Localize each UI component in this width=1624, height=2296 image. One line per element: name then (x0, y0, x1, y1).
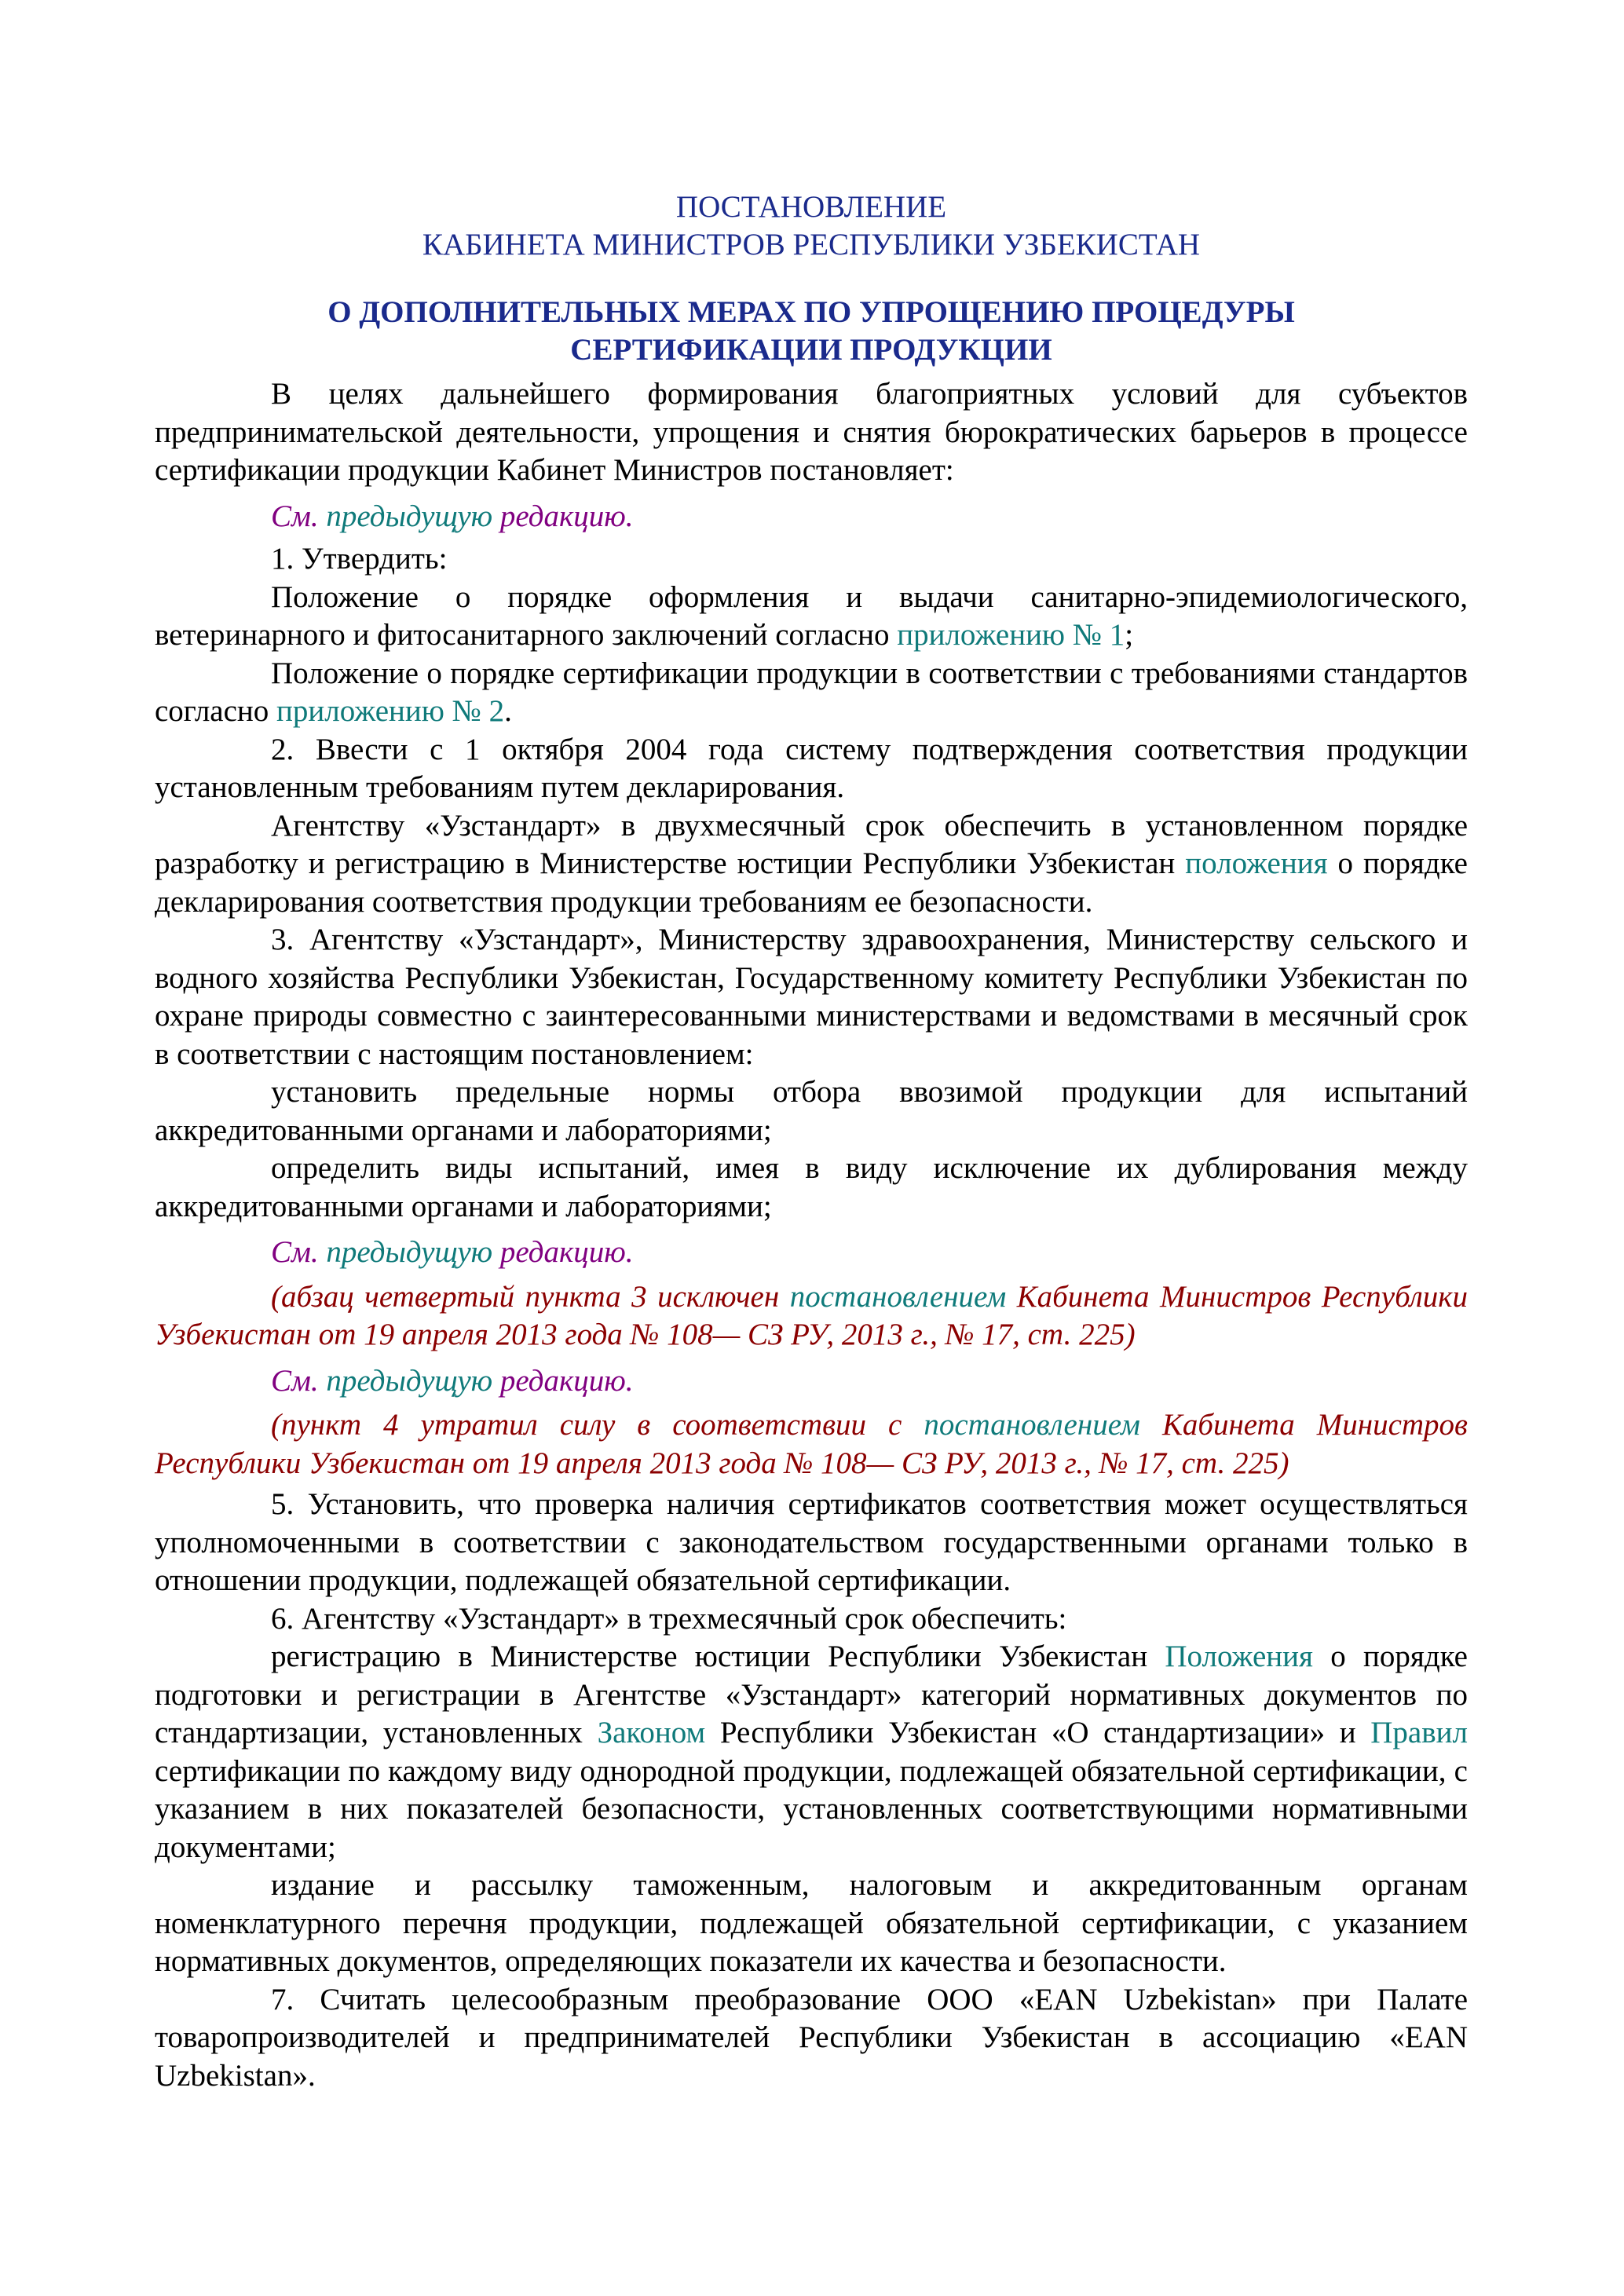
resolution-link[interactable]: постановлением (924, 1408, 1140, 1442)
clause-1-item-b-text: Положение о порядке сертификации продукции в соответствии с требованиями стандартов согласно (155, 656, 1468, 728)
amendment-note-2-text: (пункт 4 утратил силу в соответствии с (271, 1408, 924, 1442)
document-title-line-2: СЕРТИФИКАЦИИ ПРОДУКЦИИ (570, 333, 1052, 367)
clause-3-item-b: определить виды испытаний, имея в виду исключение их дублирования между аккредитованными органами и лабораториями; (155, 1151, 1468, 1223)
see-previous-edition-note (155, 498, 1468, 536)
clause-6-item-a-text: регистрацию в Министерстве юстиции Республики Узбекистан (271, 1640, 1165, 1673)
see-suffix: редакцию. (492, 1363, 634, 1398)
clause-6-item-a (155, 1638, 1468, 1866)
clause-1: 1. Утвердить: (271, 542, 448, 576)
clause-6-item-b: издание и рассылку таможенным, налоговым и аккредитованным органам номенклатурного перечня продукции, подлежащей обязательной сертификации, с указанием нормативных документов, определяющих показатели их качества и безопасности. (155, 1868, 1468, 1978)
see-prefix: См. (271, 1363, 327, 1398)
rules-link[interactable]: Правил (1370, 1716, 1468, 1749)
see-suffix: редакцию. (492, 1235, 634, 1269)
punctuation: . (504, 694, 512, 728)
issuer-heading: КАБИНЕТА МИНИСТРОВ РЕСПУБЛИКИ УЗБЕКИСТАН (422, 228, 1201, 261)
document-type-heading: ПОСТАНОВЛЕНИЕ (675, 190, 947, 224)
clause-6-item-a-text: сертификации по каждому виду однородной продукции, подлежащей обязательной сертификации, с указанием в них показателей безопасности, установленных соответствующими нормативными документами; (155, 1753, 1468, 1864)
see-previous-edition-note (155, 1234, 1468, 1272)
preamble-paragraph: В целях дальнейшего формирования благоприятных условий для субъектов предпринимательской деятельности, упрощения и снятия бюрократических барьеров в процессе сертификации продукции Кабинет Министров постановляет: (155, 377, 1468, 487)
clause-2-item-a-end: о порядке декларирования соответствия продукции требованиям ее безопасности. (155, 846, 1468, 919)
clause-1-item-a-text: Положение о порядке оформления и выдачи санитарно-эпидемиологического, ветеринарного и фитосанитарного заключений согласно (155, 579, 1468, 652)
clause-1-item-b (155, 655, 1468, 731)
clause-6-item-a-text: о порядке подготовки и регистрации в Агентстве «Узстандарт» категорий нормативных документов по стандартизации, установленных (155, 1640, 1468, 1749)
clause-1-item-a (155, 579, 1468, 655)
resolution-link[interactable]: постановлением (789, 1279, 1007, 1314)
amendment-note-2-end: Кабинета Министров Республики Узбекистан от 19 апреля 2013 года № 108— СЗ РУ, 2013 г., № 17, ст. 225) (155, 1408, 1468, 1480)
clause-7: 7. Считать целесообразным преобразование ООО «EAN Uzbekistan» при Палате товаропроизводителей и предпринимателей Республики Узбекистан в ассоциацию «EAN Uzbekistan». (155, 1982, 1468, 2093)
amendment-note-1-text: (абзац четвертый пункта 3 исключен (271, 1279, 790, 1314)
see-previous-edition-note (155, 1362, 1468, 1401)
punctuation: ; (1125, 618, 1134, 652)
document-page (155, 188, 1468, 2095)
clause-2-item-a (155, 807, 1468, 922)
amendment-note-1-end: Кабинета Министров Республики Узбекистан от 19 апреля 2013 года № 108— СЗ РУ, 2013 г., № 17, ст. 225) (155, 1279, 1468, 1351)
appendix-2-link[interactable]: приложению № 2 (276, 694, 505, 728)
clause-3: 3. Агентству «Узстандарт», Министерству здравоохранения, Министерству сельского и водного хозяйства Республики Узбекистан, Государственному комитету Республики Узбекистан по охране природы совместно с заинтересованными министерствами и ведомствами в месячный срок в соответствии с настоящим постановлением: (155, 923, 1468, 1071)
clause-2: 2. Ввести с 1 октября 2004 года систему подтверждения соответствия продукции установленным требованиям путем декларирования. (155, 732, 1468, 804)
clause-3-item-a: установить предельные нормы отбора ввозимой продукции для испытаний аккредитованными органами и лабораториями; (155, 1075, 1468, 1147)
clause-5: 5. Установить, что проверка наличия сертификатов соответствия может осуществляться уполномоченными в соответствии с законодательством государственными органами только в отношении продукции, подлежащей обязательной сертификации. (155, 1487, 1468, 1597)
appendix-1-link[interactable]: приложению № 1 (897, 618, 1125, 652)
clause-2-item-a-text: Агентству «Узстандарт» в двухмесячный срок обеспечить в установленном порядке разработку и регистрацию в Министерстве юстиции Республики Узбекистан (155, 808, 1468, 880)
clause-6-item-a-text: Республики Узбекистан «О стандартизации» и (705, 1716, 1371, 1749)
declaration-regulation-link[interactable]: положения (1185, 846, 1328, 880)
clause-6: 6. Агентству «Узстандарт» в трехмесячный срок обеспечить: (271, 1601, 1067, 1636)
previous-edition-link[interactable]: предыдущую (326, 499, 493, 533)
previous-edition-link[interactable]: предыдущую (326, 1363, 493, 1398)
amendment-note-1 (155, 1278, 1468, 1355)
previous-edition-link[interactable]: предыдущую (326, 1235, 493, 1269)
see-prefix: См. (271, 1235, 327, 1269)
document-title-line-1: О ДОПОЛНИТЕЛЬНЫХ МЕРАХ ПО УПРОЩЕНИЮ ПРОЦЕДУРЫ (327, 295, 1295, 329)
amendment-note-2 (155, 1406, 1468, 1483)
regulation-link[interactable]: Положения (1165, 1640, 1313, 1673)
see-prefix: См. (271, 499, 327, 533)
see-suffix: редакцию. (492, 499, 634, 533)
law-link[interactable]: Законом (597, 1716, 706, 1749)
